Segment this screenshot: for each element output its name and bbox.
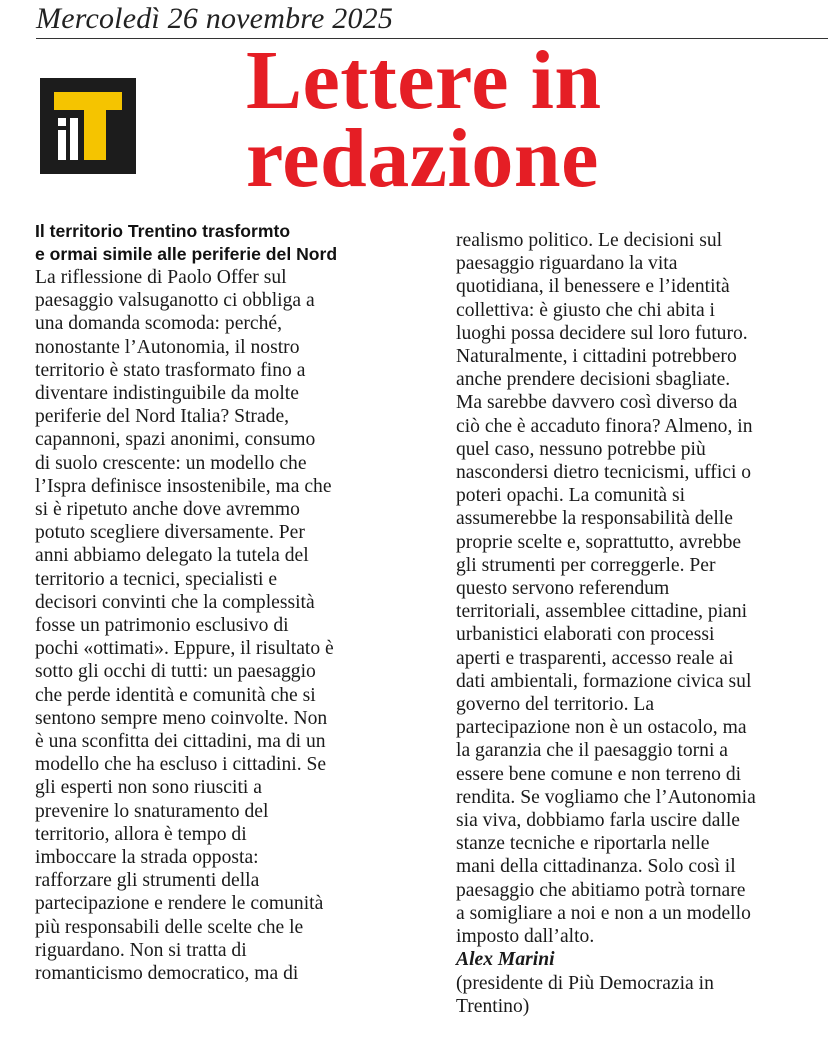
article-text-line: più responsabili delle scelte che le — [35, 916, 304, 938]
article-column-right — [456, 229, 828, 1018]
article-text-line: che perde identità e comunità che si — [35, 684, 316, 706]
article-text-line: sentono sempre meno coinvolte. Non — [35, 707, 328, 729]
article-text-line: stanze tecniche e riportarla nelle — [456, 833, 710, 855]
article-text-line: fosse un patrimonio esclusivo di — [35, 615, 289, 637]
article-text-line: urbanistici elaborati con processi — [456, 624, 715, 646]
article-text-line: rafforzare gli strumenti della — [35, 870, 260, 892]
article-text-line: di suolo crescente: un modello che — [35, 452, 307, 474]
article-headline — [35, 220, 395, 266]
article-text-line: questo servono referendum — [456, 578, 670, 600]
article-text-line: prevenire lo snaturamento del — [35, 800, 269, 822]
article-text-line: poteri opachi. La comunità si — [456, 485, 686, 507]
article-text-line: a somigliare a noi e non a un modello — [456, 902, 751, 924]
section-title-line: redazione — [246, 112, 599, 205]
article-text-line: La riflessione di Paolo Offer sul — [35, 267, 287, 288]
article-text-line: periferie del Nord Italia? Strade, — [35, 406, 290, 428]
article-body-left — [35, 266, 395, 985]
article-text-line: governo del territorio. La — [456, 694, 655, 716]
article-text-line: quotidiana, il benessere e l’identità — [456, 276, 730, 298]
article-text-line: partecipazione non è un ostacolo, ma — [456, 717, 747, 739]
article-text-line: rendita. Se vogliamo che l’Autonomia — [456, 786, 756, 808]
article-text-line: potuto scegliere diversamente. Per — [35, 522, 305, 544]
article-text-line: partecipazione e rendere le comunità — [35, 893, 324, 915]
article-text-line: Naturalmente, i cittadini potrebbero — [456, 346, 737, 368]
article-text-line: una domanda scomoda: perché, — [35, 313, 283, 335]
article-text-line: quel caso, nessuno potrebbe più — [456, 438, 706, 460]
article-text-line: anche prendere decisioni sbagliate. — [456, 369, 731, 391]
article-text-line: riguardano. Non si tratta di — [35, 939, 247, 961]
il-t-logo-icon — [40, 78, 136, 174]
article-text-line: territorio è stato trasformato fino a — [35, 359, 306, 381]
article-text-line: territorio a tecnici, specialisti e — [35, 568, 278, 590]
signature-role-line: (presidente di Più Democrazia in — [456, 972, 714, 994]
article-text-line: Ma sarebbe davvero così diverso da — [456, 392, 738, 414]
newspaper-logo — [40, 78, 136, 174]
article-text-line: sotto gli occhi di tutti: un paesaggio — [35, 661, 316, 683]
signature-role-line: Trentino) — [456, 995, 530, 1017]
article-text-line: modello che ha escluso i cittadini. Se — [35, 754, 327, 776]
article-text-line: è una sconfitta dei cittadini, ma di un — [35, 731, 326, 753]
article-text-line: luoghi possa decidere sul loro futuro. — [456, 322, 748, 344]
section-title-line: Lettere in — [246, 34, 602, 127]
article-text-line: gli esperti non sono riusciti a — [35, 777, 262, 799]
article-text-line: l’Ispra definisce insostenibile, ma che — [35, 475, 332, 497]
article-text-line: proprie scelte e, soprattutto, avrebbe — [456, 531, 742, 553]
article-text-line: la garanzia che il paesaggio torni a — [456, 740, 729, 762]
article-text-line: romanticismo democratico, ma di — [35, 963, 299, 985]
article-text-line: pochi «ottimati». Eppure, il risultato è — [35, 638, 334, 660]
article-text-line: paesaggio che abitiamo potrà tornare — [456, 879, 746, 901]
article-text-line: dati ambientali, formazione civica sul — [456, 670, 752, 692]
article-text-line: territoriali, assemblee cittadine, piani — [456, 601, 748, 623]
article-text-line: aperti e trasparenti, accesso reale ai — [456, 647, 734, 669]
article-text-line: paesaggio riguardano la vita — [456, 253, 678, 275]
article-text-line: collettiva: è giusto che chi abita i — [456, 299, 715, 321]
article-column-left — [35, 220, 395, 985]
article-text-line: nonostante l’Autonomia, il nostro — [35, 336, 300, 358]
section-title — [246, 34, 602, 205]
article-text-line: realismo politico. Le decisioni sul — [456, 230, 723, 251]
article-body-right — [456, 229, 828, 948]
article-text-line: paesaggio valsuganotto ci obbliga a — [35, 290, 315, 312]
article-text-line: gli strumenti per correggerle. Per — [456, 554, 716, 576]
issue-date: Mercoledì 26 novembre 2025 — [36, 2, 394, 35]
article-text-line: nascondersi dietro tecnicismi, uffici o — [456, 462, 752, 484]
article-text-line: essere bene comune e non terreno di — [456, 763, 742, 785]
article-text-line: imposto dall’alto. — [456, 926, 595, 948]
article-text-line: imboccare la strada opposta: — [35, 847, 259, 869]
article-text-line: sia viva, dobbiamo farla uscire dalle — [456, 810, 741, 832]
article-text-line: si è ripetuto anche dove avremmo — [35, 499, 300, 521]
article-text-line: anni abbiamo delegato la tutela del — [35, 545, 309, 567]
article-text-line: ciò che è accaduto finora? Almeno, in — [456, 415, 753, 437]
article-text-line: territorio, allora è tempo di — [35, 823, 247, 845]
signature-name: Alex Marini — [456, 949, 555, 971]
headline-line: Il territorio Trentino trasformto — [35, 221, 291, 241]
headline-line: e ormai simile alle periferie del Nord — [35, 244, 338, 264]
article-text-line: capannoni, spazi anonimi, consumo — [35, 429, 316, 451]
article-text-line: diventare indistinguibile da molte — [35, 383, 299, 405]
article-text-line: assumerebbe la responsabilità delle — [456, 508, 733, 530]
article-text-line: mani della cittadinanza. Solo così il — [456, 856, 736, 878]
article-text-line: decisori convinti che la complessità — [35, 591, 315, 613]
